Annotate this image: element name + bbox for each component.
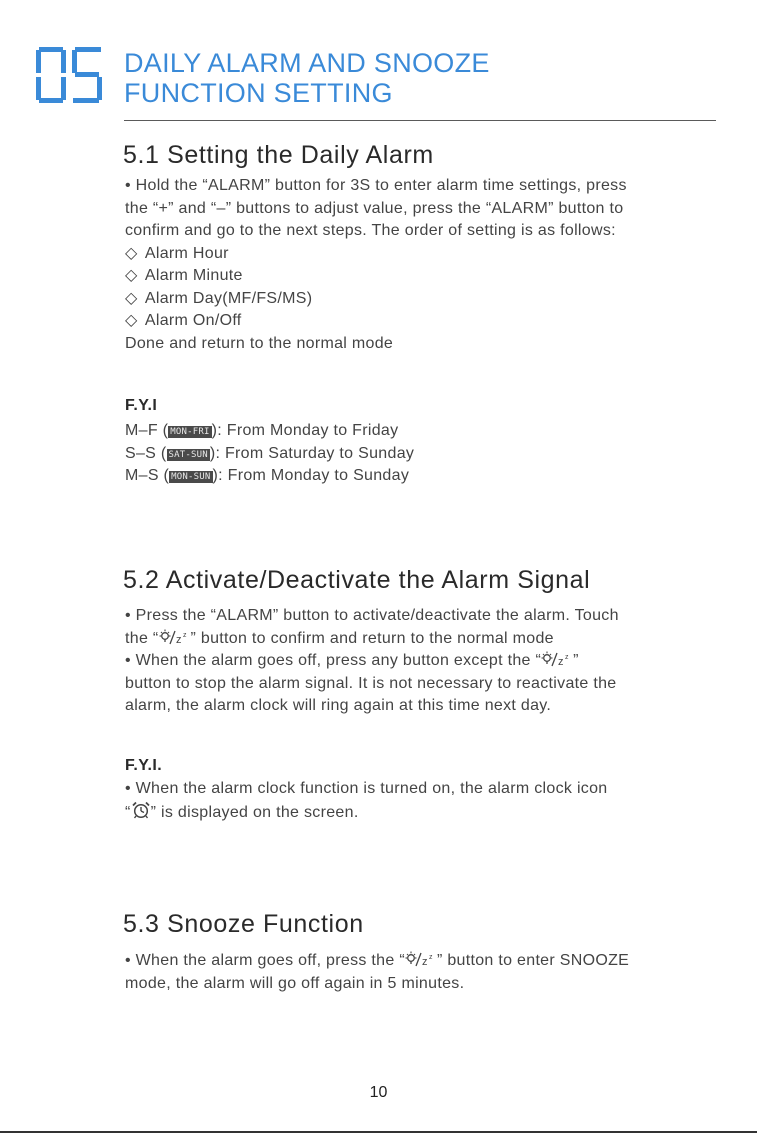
fyi-label-1: F.Y.I: [125, 397, 158, 414]
section-heading-5-1: 5.1 Setting the Daily Alarm: [123, 141, 434, 169]
page-number: 10: [369, 1084, 388, 1101]
section1-para-line3: confirm and go to the next steps. The order of setting is as follows:: [125, 222, 616, 239]
diamond-bullet-icon: ◇: [125, 267, 138, 284]
setting-step: ◇ Alarm Hour: [125, 243, 627, 266]
section3-line2: mode, the alarm will go off again in 5 minutes.: [125, 974, 465, 992]
fyi-day-modes: [125, 420, 414, 488]
section2-p1-line2: the “ z z ” button to confirm and return to the normal mode: [125, 629, 554, 647]
section1-para-line1: • Hold the “ALARM” button for 3S to enter alarm time settings, press: [125, 177, 627, 194]
section-heading-5-3: 5.3 Snooze Function: [123, 910, 364, 938]
setting-step: ◇ Alarm Minute: [125, 265, 627, 288]
header-divider: [124, 120, 716, 121]
chapter-title-line1: DAILY ALARM AND SNOOZE: [124, 48, 490, 78]
diamond-bullet-icon: ◇: [125, 312, 138, 329]
section2-p2-line1: • When the alarm goes off, press any button except the “ z z ”: [125, 652, 579, 669]
svg-text:z: z: [175, 633, 182, 645]
day-mode-row: M–S ( MON-SUN ): From Monday to Sunday: [125, 467, 410, 484]
svg-text:z: z: [565, 654, 569, 661]
svg-text:z: z: [182, 631, 187, 639]
section2-p2-line3: alarm, the alarm clock will ring again at this time next day.: [125, 697, 552, 714]
lcd-mon-fri-icon: MON-FRI: [170, 427, 210, 437]
chapter-title: [124, 48, 490, 108]
light-snooze-icon: [541, 651, 573, 667]
lcd-mon-sun-icon: MON-SUN: [171, 472, 211, 482]
lcd-sat-sun-icon: SAT-SUN: [168, 449, 208, 460]
section2-fyi-line1: • When the alarm clock function is turned on, the alarm clock icon: [125, 780, 608, 797]
svg-text:z: z: [428, 954, 433, 961]
section-heading-5-2: 5.2 Activate/Deactivate the Alarm Signal: [123, 566, 591, 594]
day-mode-row: S–S ( SAT-SUN ): From Saturday to Sunday: [125, 444, 415, 462]
section3-line1: • When the alarm goes off, press the “ z z ” button to enter SNOOZE: [125, 952, 630, 969]
svg-text:z: z: [558, 656, 564, 667]
section2-p1-line1: • Press the “ALARM” button to activate/deactivate the alarm. Touch: [125, 607, 619, 624]
chapter-number-05: [36, 47, 102, 103]
day-mode-row: M–F ( MON-FRI ): From Monday to Friday: [125, 422, 399, 439]
section2-p2-line2: button to stop the alarm signal. It is not necessary to reactivate the: [125, 674, 617, 692]
diamond-bullet-icon: ◇: [125, 289, 138, 307]
light-snooze-icon: [159, 629, 191, 645]
section2-fyi-paragraph: [125, 778, 608, 824]
section3-paragraph: [125, 950, 629, 995]
chapter-title-line2: FUNCTION SETTING: [124, 78, 393, 108]
section2-paragraph: [125, 605, 619, 718]
fyi-label-2: F.Y.I.: [125, 757, 163, 774]
alarm-clock-icon: [131, 801, 151, 819]
section1-paragraph: [125, 175, 627, 355]
bottom-edge-line: [0, 1131, 757, 1133]
diamond-bullet-icon: ◇: [125, 244, 138, 262]
setting-step: ◇ Alarm On/Off: [125, 310, 627, 333]
section1-para-line2: the “+” and “–” buttons to adjust value, press the “ALARM” button to: [125, 199, 624, 217]
setting-step: ◇ Alarm Day(MF/FS/MS): [125, 288, 627, 311]
section2-fyi-line2: “ ” is displayed on the screen.: [125, 801, 608, 825]
svg-text:z: z: [421, 956, 428, 967]
light-snooze-icon: [405, 951, 437, 967]
setting-done: Done and return to the normal mode: [125, 334, 394, 352]
